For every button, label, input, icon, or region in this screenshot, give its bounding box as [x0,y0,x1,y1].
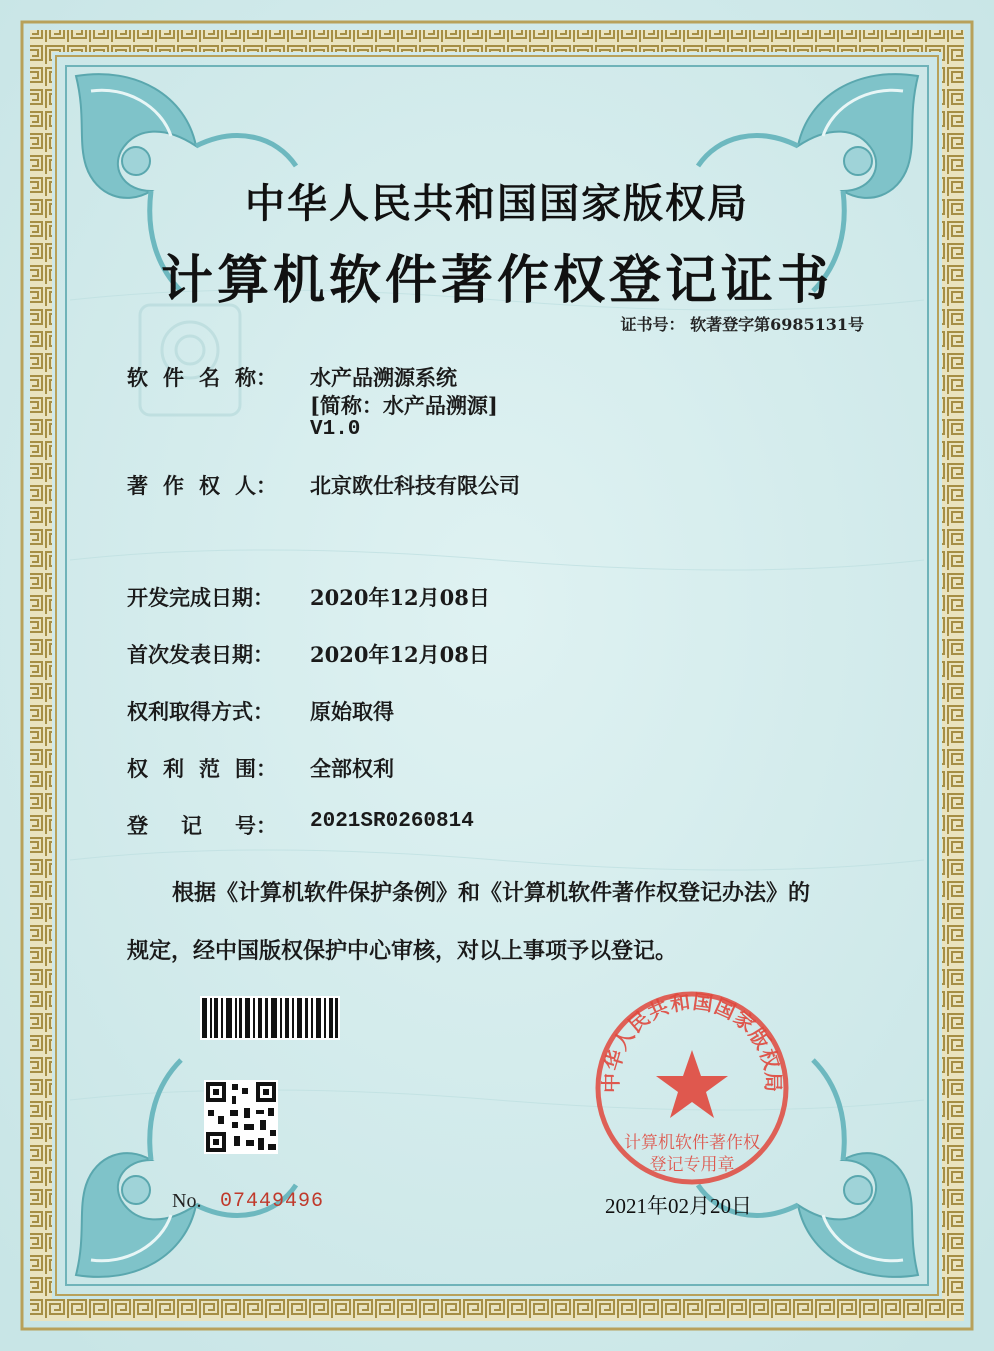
copyright-owner-value: 北京欧仕科技有限公司 [310,473,520,498]
software-name-line2: [简称：水产品溯源] [310,393,498,418]
seal-star-icon [656,1050,728,1118]
certificate-title: 计算机软件著作权登记证书 [160,250,833,311]
seal-ring-text: 中华人民共和国国家版权局 [598,989,786,1094]
acquisition-label: 权利取得方式： [127,699,274,724]
certificate-number-label: 证书号： [620,315,685,334]
serial-number: 07449496 [220,1190,325,1213]
scope-label: 权 利 范 围： [127,756,277,781]
statement-line1: 根据《计算机软件保护条例》和《计算机软件著作权登记办法》的 [172,880,811,906]
software-name-label: 软 件 名 称： [127,365,277,390]
publish-date-label: 首次发表日期： [127,642,274,667]
acquisition-value: 原始取得 [310,699,394,724]
qr-code [204,1080,278,1154]
certificate-number-value: 软著登字第6985131号 [690,315,864,334]
seal-line2: 登记专用章 [649,1155,735,1175]
copyright-owner-label: 著 作 权 人： [127,473,277,498]
publish-date-value: 2020年12月08日 [310,642,490,667]
issuer-name: 中华人民共和国国家版权局 [245,180,749,227]
barcode [200,996,340,1040]
completion-date-label: 开发完成日期： [127,585,274,610]
software-version: V1.0 [310,418,361,441]
serial-prefix: No. [172,1190,202,1212]
scope-value: 全部权利 [310,756,394,781]
software-name-line1: 水产品溯源系统 [310,365,457,390]
official-seal [592,988,792,1188]
seal-line1: 计算机软件著作权 [624,1133,760,1153]
statement-line2: 规定，经中国版权保护中心审核，对以上事项予以登记。 [127,938,678,964]
issue-date: 2021年02月20日 [605,1194,752,1218]
registration-label: 登 记 号： [127,813,277,838]
certificate-number [620,312,864,335]
registration-value: 2021SR0260814 [310,810,474,833]
completion-date-value: 2020年12月08日 [310,585,490,610]
